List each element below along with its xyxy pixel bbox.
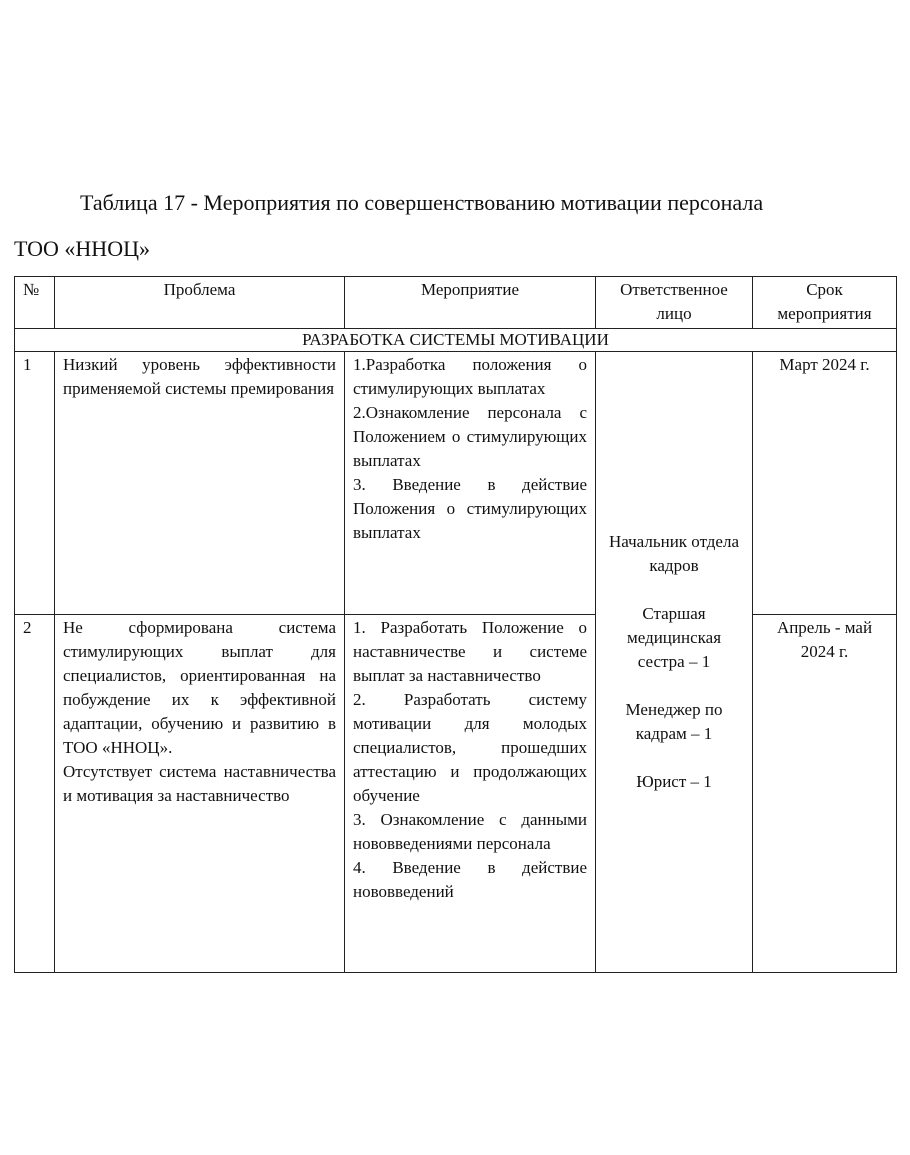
responsible-item: Начальник отдела кадров <box>608 531 740 575</box>
measure-item: 1.Разработка положения о стимулирующих выплатах <box>353 355 587 398</box>
row-problem <box>55 615 345 973</box>
responsible-persons <box>596 352 753 973</box>
header-measure: Мероприятие <box>345 277 596 329</box>
section-title: РАЗРАБОТКА СИСТЕМЫ МОТИВАЦИИ <box>15 329 897 352</box>
table-row <box>15 352 897 615</box>
measure-item: 1. Разработать Положение о наставничестве и системе выплат за наставничество <box>353 618 587 685</box>
measure-item: 3. Ознакомление с данными нововведениями персонала <box>353 810 587 853</box>
header-row <box>15 277 897 329</box>
motivation-measures-table <box>14 276 897 973</box>
row-measures <box>345 352 596 615</box>
measure-item: 4. Введение в действие нововведений <box>353 858 587 901</box>
header-problem: Проблема <box>55 277 345 329</box>
table-caption <box>14 180 900 272</box>
table-row <box>15 615 897 973</box>
row-deadline: Март 2024 г. <box>753 352 897 615</box>
header-deadline: Срок мероприятия <box>753 277 897 329</box>
measure-item: 2. Разработать систему мотивации для молодых специалистов, прошедших аттестацию и продолжающих обучение <box>353 690 587 805</box>
header-responsible: Ответственное лицо <box>596 277 753 329</box>
row-deadline: Апрель - май 2024 г. <box>753 615 897 973</box>
problem-text: Отсутствует система наставничества и мотивация за наставничество <box>63 762 336 805</box>
responsible-item: Юрист – 1 <box>636 771 712 791</box>
measure-item: 2.Ознакомление персонала с Положением о стимулирующих выплатах <box>353 403 587 470</box>
row-number: 1 <box>15 352 55 615</box>
caption-line-1: Таблица 17 - Мероприятия по совершенствованию мотивации персонала <box>80 190 764 215</box>
problem-text: Низкий уровень эффективности применяемой системы премирования <box>63 355 336 398</box>
problem-text: Не сформирована система стимулирующих выплат для специалистов, ориентированная на побуждение их к эффективной адаптации, обучению и развитию в ТОО «ННОЦ». <box>63 618 336 757</box>
row-measures <box>345 615 596 973</box>
row-problem <box>55 352 345 615</box>
measure-item: 3. Введение в действие Положения о стимулирующих выплатах <box>353 475 587 542</box>
header-num: № <box>15 277 55 329</box>
responsible-item: Менеджер по кадрам – 1 <box>625 699 723 743</box>
section-row <box>15 329 897 352</box>
caption-line-2: ТОО «ННОЦ» <box>14 236 150 261</box>
responsible-item: Старшая медицинская сестра – 1 <box>626 603 722 671</box>
row-number: 2 <box>15 615 55 973</box>
